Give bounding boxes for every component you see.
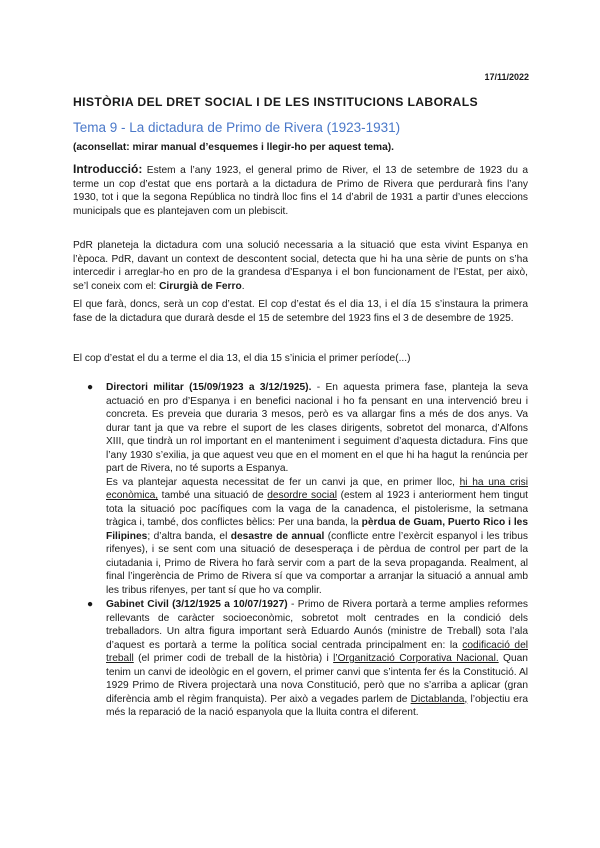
list-item	[73, 381, 528, 597]
paragraph-1-end: .	[241, 280, 245, 292]
list-item-paragraph	[106, 598, 528, 720]
document-title: HISTÒRIA DEL DRET SOCIAL I DE LES INSTITUCIONS LABORALS	[73, 95, 478, 109]
intro-paragraph	[73, 163, 528, 218]
text-run: Quan tenim un canvi de ideològic en el govern, el primer canvi que s’intenta fer és la Constitució. Al 1929 Primo de Rivera projectarà una nova Constitució, però que no s’arriba a aplicar (gran diferència amb el règim franquista). Per això a vegades parlem de	[106, 653, 528, 705]
text-run: l’objectiu era més la reparació de la nació espanyola que la lluita contra el diferent.	[106, 693, 529, 718]
list-item-heading: Gabinet Civil (3/12/1925 a 10/07/1927)	[106, 599, 288, 610]
underlined-text: codificació del treball	[106, 639, 528, 664]
underlined-text: Dictablanda,	[410, 693, 468, 705]
underlined-text: desordre social	[267, 490, 338, 501]
underlined-text: hi ha una crisi econòmica,	[106, 476, 528, 501]
list-item	[73, 598, 528, 720]
list-item-heading: Directori militar (15/09/1923 a 3/12/1925).	[106, 382, 312, 393]
text-run: (conflicte entre l’exèrcit espanyol i les tribus rifenyes), i se sent com una situació de desesperaça i de pèrdua de control per part de la ciutadania i, Primo de Rivera ho farà servir com a part de la seva propaganda. Realment, al final l’ingerència de Primo de Rivera sí que va comportar a arranjar la situació a annual amb les tribus rifenyes, per tant sí que ho va complir.	[106, 530, 528, 596]
list-item-text: - En aquesta primera fase, planteja la seva actuació en pro d’Espanya i en benefici nacional i ho fa pensant en una intervenció breu i concreta. Es preveia que duraria 3 mesos, però es va allargar fins a més de dos anys. Va durar tant ja que va rebre el suport de les clases dirigents, sobretot del monarca, d’Alfons XIII, que tindrà un rol important en el manteniment i seguiment d’aquesta dictadura. Fins que l’any 1930 s’exilia, ja que aquest veu que en el moment en el que hi ha hagut la renúncia per part de Rivera, no té suports a Espanya.	[106, 382, 528, 474]
underlined-text: l’Organització Corporativa Nacional.	[333, 653, 499, 664]
advice-note: (aconsellat: mirar manual d’esquemes i llegir-ho per aquest tema).	[73, 142, 395, 153]
topic-subtitle: Tema 9 - La dictadura de Primo de Rivera (1923-1931)	[73, 120, 401, 135]
text-run: (estem al 1923 i anteriorment hem tingut tota la situació poc pacífiques com la vaga de la canadenca, el pistolerisme, la setmana tràgica i, també, dos conflictes bèlics: Per una banda, la	[106, 490, 528, 528]
paragraph-1-text: PdR planeteja la dictadura com una solució necessaria a la situació que esta vivint Espanya en l’època. PdR, davant un context de descontent social, detecta que hi ha una sèrie de punts on s’ha intercedir i arreglar-ho en pro de la grandesa d’Espanya i el bon funcionament de l’Estat, per això, se’l coneix com el:	[73, 240, 528, 292]
text-run: (el primer codi de treball de la història) i	[133, 653, 334, 664]
paragraph-1-bold: Cirurgià de Ferro	[159, 280, 242, 292]
bullet-icon: ●	[87, 599, 94, 610]
text-run: Es va plantejar aquesta necessitat de fer un canvi ja que, en primer lloc,	[106, 476, 460, 488]
bold-text: desastre de annual	[230, 530, 325, 542]
text-run: - Primo de Rivera portarà a terme amplies reformes rellevants de caràcter socioeconòmic, sobretot molt centrades en la condició dels treballadors. Un altra figura important serà Eduardo Aunós (ministre de Treball) sota l’ala d’aquest es portarà a terme la política social centrada principalment en: la	[106, 599, 528, 651]
list-item-paragraph	[106, 381, 528, 476]
document-date: 17/11/2022	[484, 72, 529, 82]
paragraph-2: El que farà, doncs, serà un cop d’estat. El cop d’estat és el dia 13, i el día 15 s’instaura la primera fase de la dictadura que durarà desde el 15 de setembre del 1923 fins el 3 de desembre de 1925.	[73, 299, 528, 324]
intro-text: Estem a l’any 1923, el general primo de River, el 13 de setembre de 1923 du a terme un cop d’estat que ens portarà a la dictadura de Primo de Rivera que perdurarà fins l’any 1930, tot i que la segona República no tindrà lloc fins el 14 d’abril de 1931 a partir d’unes eleccions municipals que es plantejaven com un plebiscit.	[73, 165, 528, 217]
bullet-icon: ●	[87, 382, 94, 393]
bold-text: pèrdua de Guam, Puerto Rico i les Filipines	[106, 517, 528, 542]
paragraph-3: El cop d’estat el du a terme el dia 13, el dia 15 s’inicia el primer període(...)	[73, 353, 411, 364]
text-run: també una situació de	[158, 490, 268, 501]
list-item-paragraph	[106, 476, 528, 598]
text-run: ; d’altra banda, el	[147, 530, 231, 542]
periods-list	[73, 381, 528, 720]
intro-label: Introducció:	[73, 162, 143, 176]
paragraph-1	[73, 239, 528, 293]
